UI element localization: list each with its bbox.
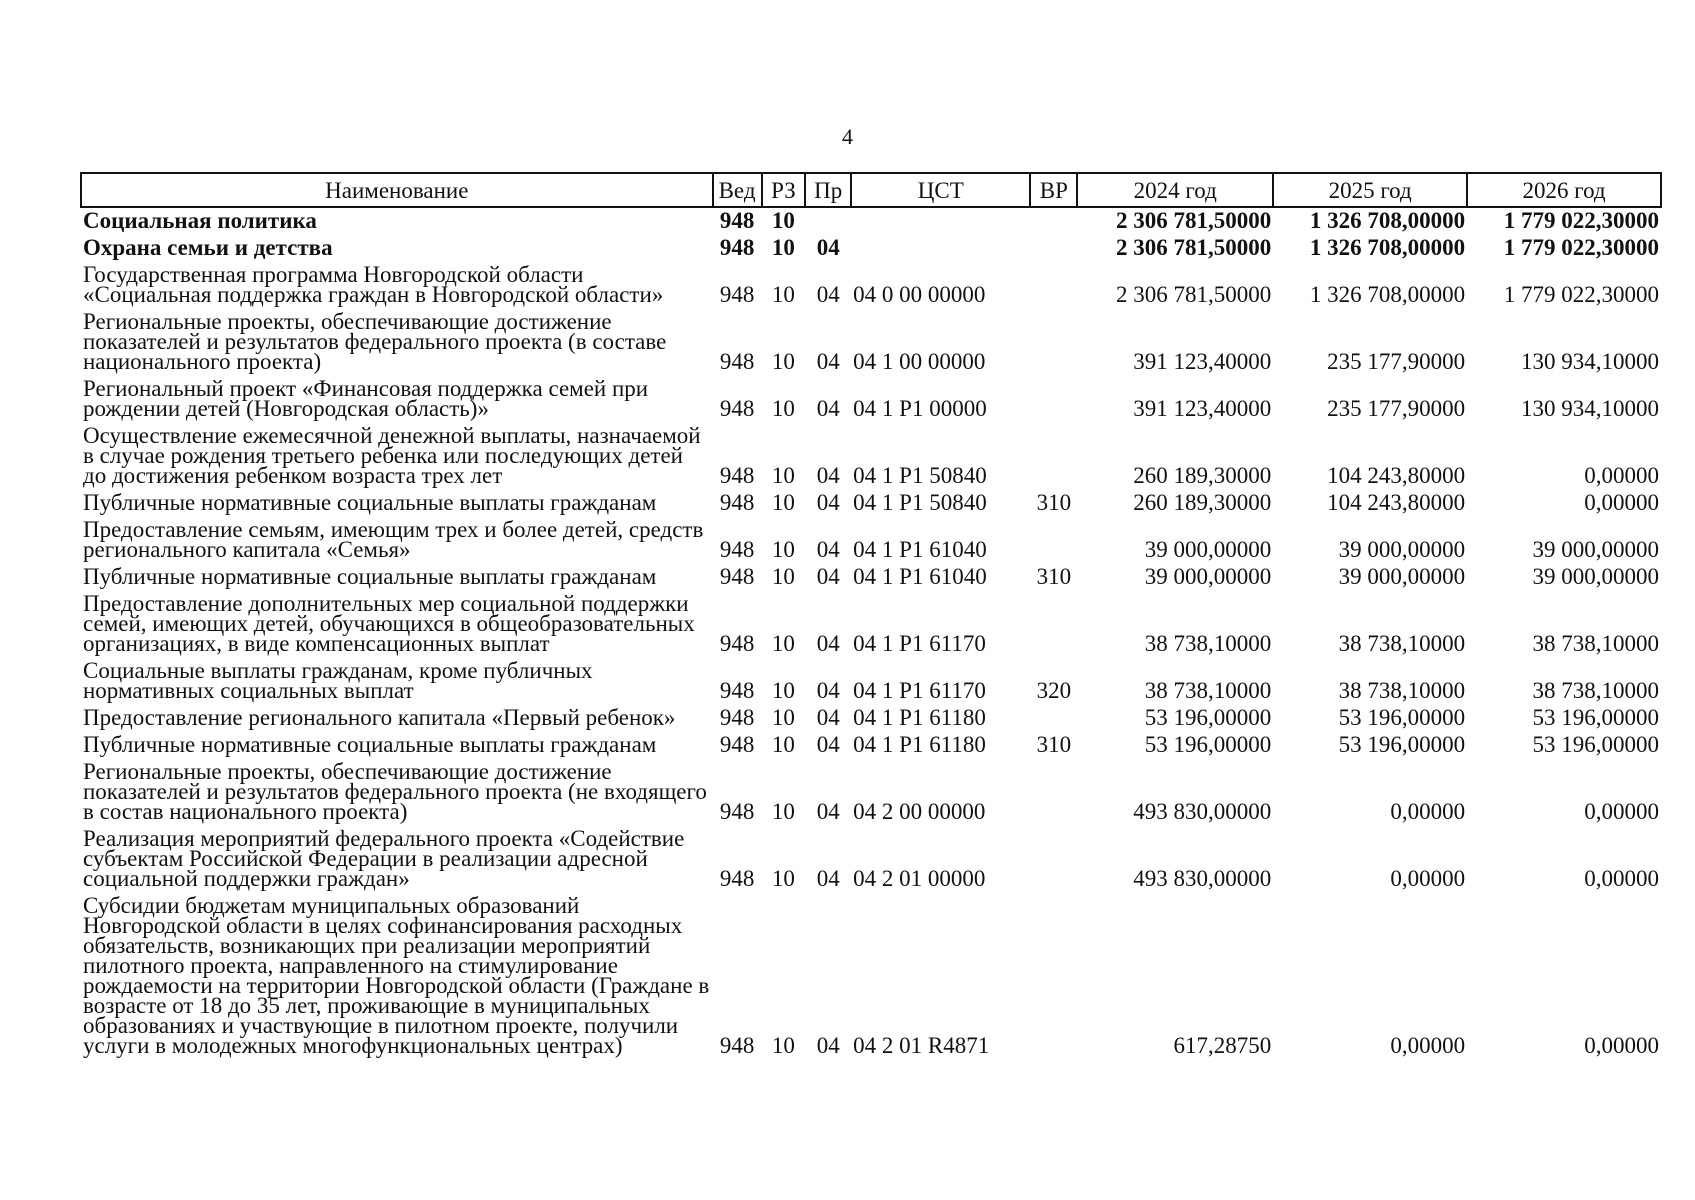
row-cst: 04 1 P1 61170 [853,631,986,656]
table-row [81,423,1661,490]
table-row [81,591,1661,658]
row-ved: 948 [719,349,755,374]
row-name: Публичные нормативные социальные выплаты гражданам [83,490,657,515]
table-row [81,826,1661,893]
row-amount-2024: 391 123,40000 [1133,396,1272,421]
header-pr: Пр [805,173,851,207]
row-cst: 04 1 P1 61040 [853,537,987,562]
row-pr: 04 [816,1033,840,1058]
row-cst: 04 1 00 00000 [853,349,986,374]
row-amount-2024: 53 196,00000 [1144,732,1272,757]
row-cst: 04 1 P1 61040 [853,564,987,589]
table-row [81,376,1661,423]
row-ved: 948 [719,208,755,233]
table-row [81,490,1661,517]
row-vr [1030,376,1077,423]
row-amount-2026: 39 000,00000 [1532,564,1659,589]
row-amount-2025: 39 000,00000 [1338,537,1466,562]
row-cst: 04 2 01 R4871 [853,1033,990,1058]
row-amount-2024: 39 000,00000 [1144,537,1272,562]
row-amount-2025: 104 243,80000 [1327,463,1466,488]
row-name: Региональный проект «Финансовая поддержка семей при рождении детей (Новгородская область)» [83,376,649,421]
table-row [81,658,1661,705]
row-amount-2025: 1 326 708,00000 [1309,235,1466,260]
row-pr: 04 [816,631,840,656]
row-amount-2025: 1 326 708,00000 [1309,282,1466,307]
header-2025: 2025 год [1273,173,1467,207]
row-amount-2026: 1 779 022,30000 [1503,235,1659,260]
row-amount-2024: 38 738,10000 [1144,631,1272,656]
row-amount-2024: 493 830,00000 [1133,799,1272,824]
row-amount-2025: 38 738,10000 [1338,678,1466,703]
row-vr [1030,826,1077,893]
row-pr: 04 [816,282,840,307]
row-amount-2025: 104 243,80000 [1327,490,1466,515]
header-rz: РЗ [762,173,806,207]
row-vr: 310 [1036,564,1072,589]
row-vr [1030,235,1077,262]
row-ved: 948 [719,537,755,562]
row-pr: 04 [816,349,840,374]
row-amount-2026: 0,00000 [1584,866,1659,891]
table-row [81,309,1661,376]
row-name: Региональные проекты, обеспечивающие достижение показателей и результатов федерального проекта (не входящего в состав национального проекта) [83,759,707,824]
row-name: Реализация мероприятий федерального проекта «Содействие субъектам Российской Федерации в реализации адресной социальной поддержки граждан» [83,826,685,891]
row-amount-2024: 2 306 781,50000 [1115,208,1272,233]
row-name: Региональные проекты, обеспечивающие достижение показателей и результатов федерального проекта (в составе национального проекта) [83,309,667,374]
page-number: 4 [842,124,853,149]
row-ved: 948 [719,678,755,703]
table-body [81,207,1661,1060]
row-vr [1030,591,1077,658]
row-ved: 948 [719,463,755,488]
row-ved: 948 [719,1033,755,1058]
row-rz: 10 [771,463,795,488]
row-name: Социальная политика [83,208,317,233]
row-ved: 948 [719,564,755,589]
row-cst: 04 1 P1 61180 [853,705,986,730]
header-cst: ЦСТ [851,173,1030,207]
row-vr [1030,517,1077,564]
row-rz: 10 [771,631,795,656]
row-name: Социальные выплаты гражданам, кроме публичных нормативных социальных выплат [83,658,593,703]
row-name: Предоставление дополнительных мер социальной поддержки семей, имеющих детей, обучающихся в общеобразовательных организациях, в виде компенсационных выплат [83,591,695,656]
row-vr: 320 [1036,678,1072,703]
row-pr: 04 [816,235,840,260]
row-amount-2026: 0,00000 [1584,490,1659,515]
row-vr [1030,893,1077,1060]
row-name: Публичные нормативные социальные выплаты гражданам [83,564,657,589]
row-name: Субсидии бюджетам муниципальных образований Новгородской области в целях софинансирования расходных обязательств, возникающих при реализации мероприятий пилотного проекта, направленного на стимулирование рождаемости на территории Новгородской области (Граждане в возрасте от 18 до 35 лет, проживающие в муниципальных образованиях и участвующие в пилотном проекте, получили услуги в молодежных многофункциональных центрах) [83,893,710,1058]
row-amount-2024: 2 306 781,50000 [1115,235,1272,260]
row-amount-2024: 39 000,00000 [1144,564,1272,589]
table-row [81,262,1661,309]
row-pr: 04 [816,705,840,730]
row-rz: 10 [771,537,795,562]
row-rz: 10 [771,349,795,374]
row-cst: 04 2 01 00000 [853,866,986,891]
row-ved: 948 [719,235,755,260]
row-name: Публичные нормативные социальные выплаты гражданам [83,732,657,757]
row-amount-2025: 235 177,90000 [1327,349,1466,374]
row-cst [851,235,1030,262]
row-vr [1030,759,1077,826]
row-rz: 10 [771,678,795,703]
table-header-row [81,173,1661,207]
row-pr: 04 [816,564,840,589]
row-amount-2025: 38 738,10000 [1338,631,1466,656]
header-name: Наименование [81,173,713,207]
row-rz: 10 [771,282,795,307]
row-cst: 04 1 P1 61180 [853,732,986,757]
table-row [81,732,1661,759]
row-rz: 10 [771,208,795,233]
row-cst: 04 1 P1 50840 [853,463,987,488]
row-vr [1030,423,1077,490]
row-name: Предоставление регионального капитала «Первый ребенок» [83,705,676,730]
row-rz: 10 [771,799,795,824]
row-rz: 10 [771,732,795,757]
table-row [81,759,1661,826]
row-amount-2025: 0,00000 [1390,866,1466,891]
row-amount-2026: 1 779 022,30000 [1503,208,1659,233]
row-pr: 04 [816,490,840,515]
row-amount-2026: 39 000,00000 [1532,537,1659,562]
row-amount-2025: 53 196,00000 [1338,705,1466,730]
row-amount-2024: 391 123,40000 [1133,349,1272,374]
row-amount-2026: 53 196,00000 [1532,732,1659,757]
row-ved: 948 [719,631,755,656]
row-amount-2025: 0,00000 [1390,799,1466,824]
row-pr: 04 [816,463,840,488]
row-amount-2026: 0,00000 [1584,1033,1659,1058]
row-amount-2026: 130 934,10000 [1521,396,1659,421]
row-ved: 948 [719,490,755,515]
row-vr [1030,262,1077,309]
header-ved: Вед [713,173,762,207]
row-ved: 948 [719,705,755,730]
table-row [81,207,1661,235]
row-amount-2024: 2 306 781,50000 [1115,282,1272,307]
row-cst [851,207,1030,235]
row-amount-2026: 130 934,10000 [1521,349,1659,374]
row-name: Осуществление ежемесячной денежной выплаты, назначаемой в случае рождения третьего ребенка или последующих детей до достижения ребенком возраста трех лет [83,423,701,488]
row-cst: 04 2 00 00000 [853,799,986,824]
row-vr [1030,207,1077,235]
row-amount-2026: 1 779 022,30000 [1503,282,1659,307]
row-amount-2024: 493 830,00000 [1133,866,1272,891]
table-row [81,235,1661,262]
row-rz: 10 [771,490,795,515]
row-name: Государственная программа Новгородской области «Социальная поддержка граждан в Новгородской области» [83,262,664,307]
row-rz: 10 [771,396,795,421]
row-ved: 948 [719,396,755,421]
row-rz: 10 [771,235,795,260]
row-vr [1030,309,1077,376]
row-name: Предоставление семьям, имеющим трех и более детей, средств регионального капитала «Семья» [83,517,704,562]
row-rz: 10 [771,564,795,589]
row-cst: 04 1 P1 00000 [853,396,987,421]
row-amount-2026: 0,00000 [1584,463,1659,488]
row-amount-2025: 0,00000 [1390,1033,1466,1058]
row-rz: 10 [771,1033,795,1058]
header-2026: 2026 год [1467,173,1661,207]
row-amount-2025: 1 326 708,00000 [1309,208,1466,233]
table-row [81,564,1661,591]
row-ved: 948 [719,866,755,891]
row-pr: 04 [816,537,840,562]
row-amount-2024: 260 189,30000 [1133,463,1272,488]
row-cst: 04 1 P1 50840 [853,490,987,515]
row-vr: 310 [1036,732,1072,757]
row-amount-2024: 38 738,10000 [1144,678,1272,703]
row-ved: 948 [719,282,755,307]
row-vr: 310 [1036,490,1072,515]
row-amount-2025: 235 177,90000 [1327,396,1466,421]
row-amount-2024: 53 196,00000 [1144,705,1272,730]
row-pr: 04 [816,732,840,757]
row-amount-2026: 0,00000 [1584,799,1659,824]
table-row [81,705,1661,732]
row-amount-2026: 53 196,00000 [1532,705,1659,730]
row-amount-2026: 38 738,10000 [1532,631,1659,656]
row-ved: 948 [719,799,755,824]
row-vr [1030,705,1077,732]
row-amount-2025: 39 000,00000 [1338,564,1466,589]
row-pr [805,207,851,235]
row-rz: 10 [771,866,795,891]
row-amount-2025: 53 196,00000 [1338,732,1466,757]
table-row [81,517,1661,564]
header-2024: 2024 год [1077,173,1273,207]
row-pr: 04 [816,396,840,421]
row-pr: 04 [816,678,840,703]
header-vr: ВР [1030,173,1077,207]
row-cst: 04 1 P1 61170 [853,678,986,703]
row-rz: 10 [771,705,795,730]
row-ved: 948 [719,732,755,757]
row-cst: 04 0 00 00000 [853,282,986,307]
row-pr: 04 [816,799,840,824]
row-pr: 04 [816,866,840,891]
row-amount-2024: 260 189,30000 [1133,490,1272,515]
row-amount-2024: 617,28750 [1173,1033,1272,1058]
budget-table [80,172,1662,1060]
row-name: Охрана семьи и детства [83,235,333,260]
row-amount-2026: 38 738,10000 [1532,678,1659,703]
table-row [81,893,1661,1060]
